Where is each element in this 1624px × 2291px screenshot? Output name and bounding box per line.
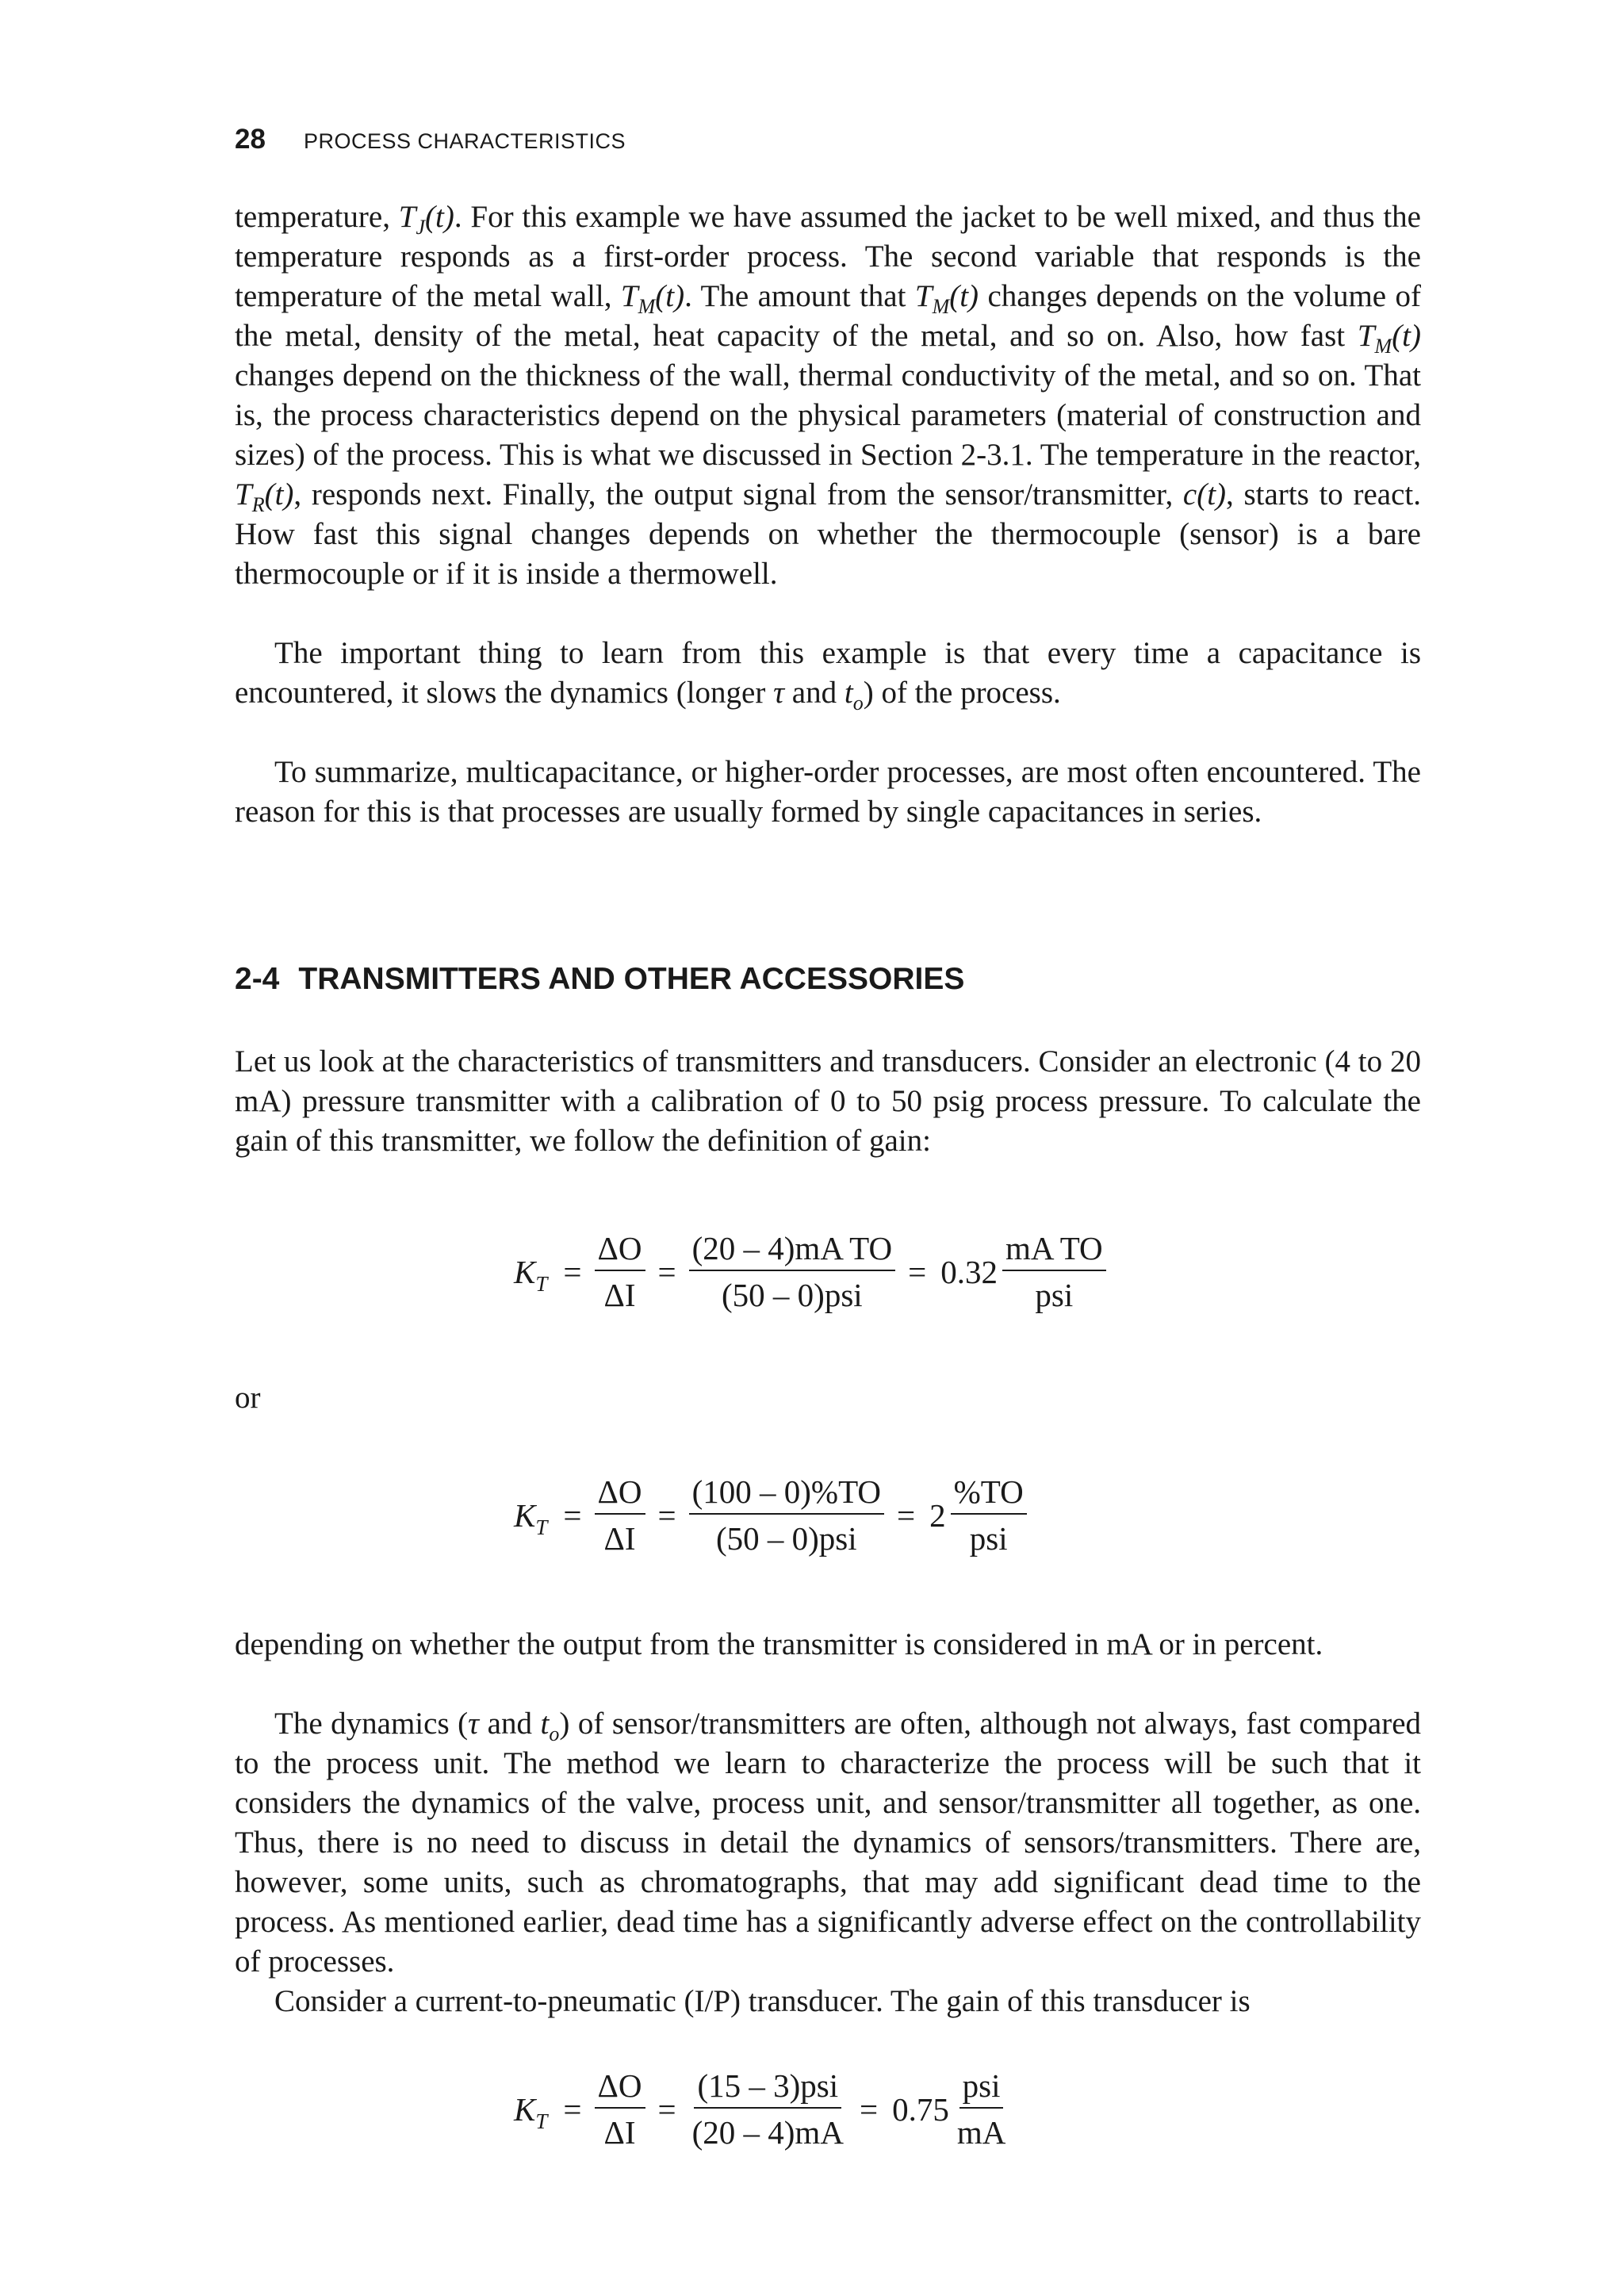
- running-head-title: PROCESS CHARACTERISTICS: [303, 129, 626, 153]
- section-title: TRANSMITTERS AND OTHER ACCESSORIES: [298, 962, 965, 996]
- paragraph-depending: depending on whether the output from the transmitter is considered in mA or in percent.: [235, 1627, 1323, 1661]
- equation-gain-ma: $K_T$ = $\frac{\Delta O}{\Delta I}$ = $\frac{\text{(20 – 4)mA TO}}{\text{(50 – 0)psi}}$ = 0.32 $\frac{\text{mA TO}}{\text{psi}}$: [514, 1228, 1111, 1316]
- fraction-units: $\frac{\%TO}{\text{psi}}$: [946, 1471, 1032, 1560]
- equation-lhs: $K_T$: [514, 1253, 548, 1296]
- equation-gain-percent: $K_T$ = $\frac{\Delta O}{\Delta I}$ = $\frac{(100 - 0)\%TO}{\text{(50 – 0)psi}}$ = 2 $\frac{\%TO}{\text{psi}}$: [514, 1471, 1032, 1560]
- paragraph-jacket-dynamics: temperature, $T_J(t)$. For this example we have assumed the jacket to be well mixed, and thus the temperature responds as a first-order process. The second variable that responds is the temperature of the metal wall, $T_M(t)$. The amount that $T_M(t)$ changes depends on the volume of the metal, density of the metal, heat capacity of the metal, and so on. Also, how fast $T_M(t)$ changes depend on the thickness of the wall, thermal conductivity of the metal, and so on. That is, the process characteristics depend on the physical parameters (material of construction and sizes) of the process. This is what we discussed in Section 2-3.1. The temperature in the reactor, $T_R(t)$, responds next. Finally, the output signal from the sensor/transmitter, c(t), starts to react. How fast this signal changes depends on whether the thermocouple (sensor) is a bare thermocouple or if it is inside a thermowell.: [235, 200, 1421, 591]
- fraction-units: $\frac{\text{mA TO}}{\text{psi}}$: [998, 1228, 1111, 1316]
- running-header: [235, 124, 626, 155]
- fraction-delta: $\frac{\Delta O}{\Delta I}$: [590, 1228, 650, 1316]
- paragraph-transmitter-intro: Let us look at the characteristics of transmitters and transducers. Consider an electronic (4 to 20 mA) pressure transmitter with a calibration of 0 to 50 psig process pressure. To calculate the gain of this transmitter, we follow the definition of gain:: [235, 1044, 1421, 1158]
- paragraph-sensor-dynamics: The dynamics (τ and $t_o$) of sensor/transmitters are often, although not always, fast compared to the process unit. The method we learn to characterize the process will be such that it considers the dynamics of the valve, process unit, and sensor/transmitter all together, as one. Thus, there is no need to discuss in detail the dynamics of sensors/transmitters. There are, however, some units, such as chromatographs, that may add significant dead time to the process. As mentioned earlier, dead time has a significantly adverse effect on the controllability of processes.: [235, 1707, 1422, 1979]
- equation-gain-ip: $K_T$ = $\frac{\Delta O}{\Delta I}$ = $\frac{\text{(15 – 3)psi}}{(20 - 4)mA}$ = 0.75 $\frac{\text{psi}}{mA}$: [514, 2065, 1013, 2154]
- page-number: 28: [235, 124, 266, 155]
- equation-coefficient: 0.32: [940, 1253, 998, 1290]
- section-heading: [235, 962, 964, 997]
- fraction-values: $\frac{\text{(20 – 4)mA TO}}{\text{(50 – 0)psi}}$: [684, 1228, 900, 1316]
- equation-lhs: $K_T$: [514, 1496, 548, 1539]
- fraction-values: $\frac{\text{(15 – 3)psi}}{(20 - 4)mA}$: [684, 2065, 852, 2154]
- equation-lhs: $K_T$: [514, 2090, 548, 2133]
- paragraph-ip-transducer: Consider a current-to-pneumatic (I/P) transducer. The gain of this transducer is: [274, 1984, 1251, 2018]
- fraction-delta: $\frac{\Delta O}{\Delta I}$: [590, 2065, 650, 2154]
- fraction-values: $\frac{(100 - 0)\%TO}{\text{(50 – 0)psi}}$: [684, 1471, 889, 1560]
- section-number: 2-4: [235, 962, 280, 996]
- equation-coefficient: 0.75: [892, 2090, 949, 2128]
- equation-coefficient: 2: [929, 1496, 946, 1534]
- fraction-units: $\frac{\text{psi}}{mA}$: [949, 2065, 1014, 2154]
- fraction-delta: $\frac{\Delta O}{\Delta I}$: [590, 1471, 650, 1560]
- paragraph-summary: To summarize, multicapacitance, or higher-order processes, are most often encountered. The reason for this is that processes are usually formed by single capacitances in series.: [235, 755, 1421, 829]
- connector-or: or: [235, 1381, 261, 1415]
- paragraph-capacitance-lesson: The important thing to learn from this example is that every time a capacitance is encountered, it slows the dynamics (longer τ and $t_o$) of the process.: [235, 636, 1421, 715]
